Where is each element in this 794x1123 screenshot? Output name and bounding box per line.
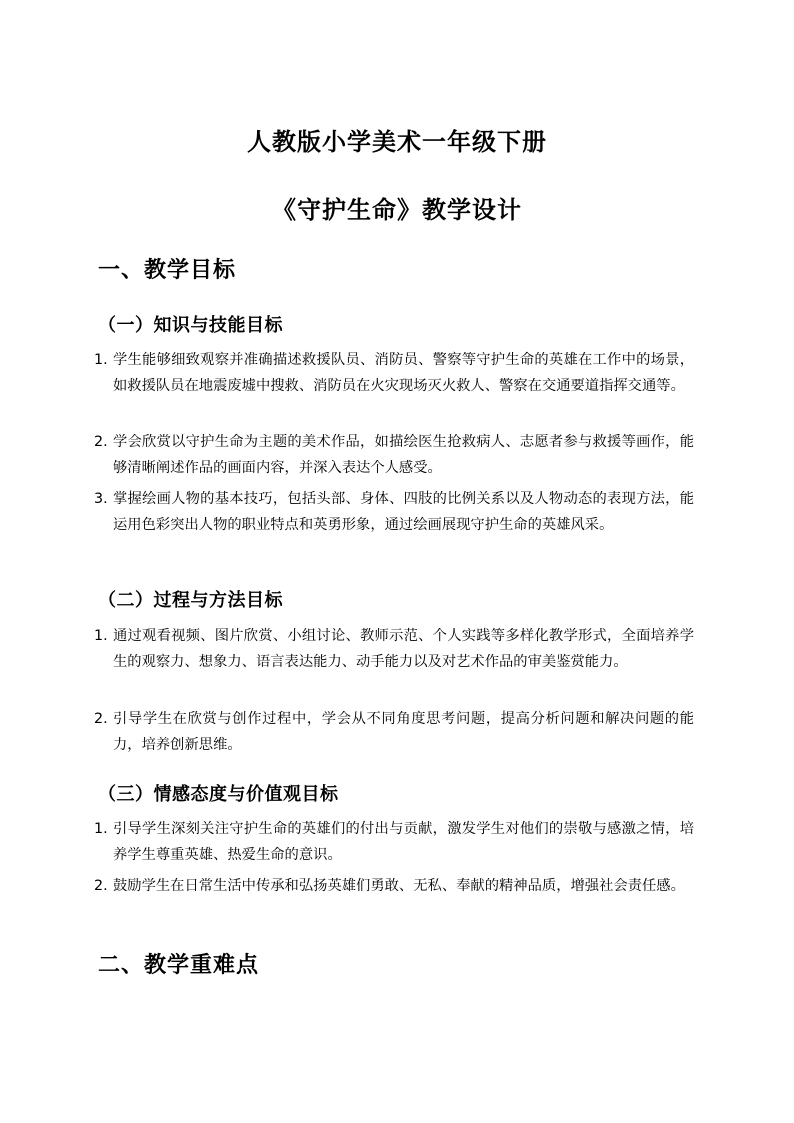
- list-item-text: 掌握绘画人物的基本技巧，包括头部、身体、四肢的比例关系以及人物动态的表现方法，能运用色彩突出人物的职业特点和英勇形象，通过绘画展现守护生命的英雄风采。: [113, 491, 694, 533]
- list-item: [94, 623, 694, 675]
- list-item: [94, 347, 694, 399]
- list-item-number: 2.: [94, 711, 108, 727]
- list-item-text: 学会欣赏以守护生命为主题的美术作品，如描绘医生抢救病人、志愿者参与救援等画作，能够清晰阐述作品的画面内容，并深入表达个人感受。: [113, 434, 694, 476]
- document-title-line-2: 《守护生命》教学设计: [272, 195, 522, 224]
- list-item-number: 1.: [94, 628, 108, 644]
- list-item: [94, 486, 694, 538]
- list-item: [94, 816, 694, 868]
- list-item-text: 引导学生在欣赏与创作过程中，学会从不同角度思考问题，提高分析问题和解决问题的能力，培养创新思维。: [113, 711, 694, 753]
- list-item-number: 1.: [94, 352, 108, 368]
- list-item-number: 3.: [94, 491, 108, 507]
- subsection-heading-knowledge-skills: （一）知识与技能目标: [98, 315, 283, 336]
- list-item: [94, 429, 694, 481]
- subsection-heading-process-methods: （二）过程与方法目标: [98, 590, 283, 611]
- subsection-heading-emotion-values: （三）情感态度与价值观目标: [98, 784, 339, 805]
- document-title-line-1: 人教版小学美术一年级下册: [247, 127, 547, 156]
- list-item: [94, 873, 694, 899]
- section-heading-key-difficulties: 二、教学重难点: [98, 952, 260, 978]
- list-item-text: 引导学生深刻关注守护生命的英雄们的付出与贡献，激发学生对他们的崇敬与感激之情，培养学生尊重英雄、热爱生命的意识。: [113, 821, 694, 863]
- list-item-number: 2.: [94, 434, 108, 450]
- list-item-number: 2.: [94, 878, 108, 894]
- list-item: [94, 706, 694, 758]
- list-item-text: 通过观看视频、图片欣赏、小组讨论、教师示范、个人实践等多样化教学形式，全面培养学生的观察力、想象力、语言表达能力、动手能力以及对艺术作品的审美鉴赏能力。: [113, 628, 694, 670]
- list-item-text: 学生能够细致观察并准确描述救援队员、消防员、警察等守护生命的英雄在工作中的场景，如救援队员在地震废墟中搜救、消防员在火灾现场灭火救人、警察在交通要道指挥交通等。: [113, 352, 694, 394]
- list-item-text: 鼓励学生在日常生活中传承和弘扬英雄们勇敢、无私、奉献的精神品质，增强社会责任感。: [113, 878, 685, 894]
- section-heading-teaching-objectives: 一、教学目标: [98, 257, 237, 283]
- list-item-number: 1.: [94, 821, 108, 837]
